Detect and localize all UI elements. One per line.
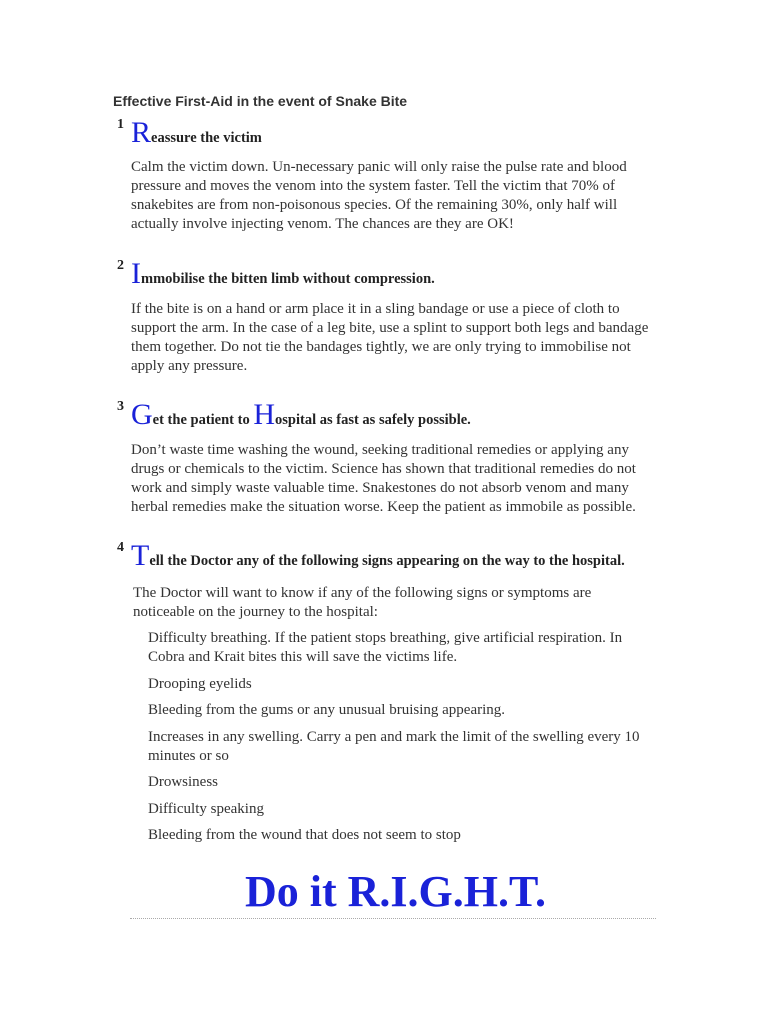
dotted-divider bbox=[130, 918, 656, 919]
step-3-body: Don’t waste time washing the wound, seeking traditional remedies or applying any drugs or chemicals to the victim. Science has shown that traditional remedies do not work and simply waste valuable time. Snakestones do not absorb venom and many herbal remedies make the situation worse. Keep the patient as immobile as possible. bbox=[131, 442, 636, 515]
step-3-heading-mid: et the patient to bbox=[152, 412, 254, 428]
sign-item: Difficulty breathing. If the patient stops breathing, give artificial respiration. In Cobra and Krait bites this will save the victims life. bbox=[148, 630, 623, 665]
slogan: Do it R.I.G.H.T. bbox=[244, 867, 547, 916]
step-2-heading-text: mmobilise the bitten limb without compression. bbox=[141, 271, 435, 287]
step-3-heading bbox=[131, 400, 471, 430]
step-1-heading bbox=[131, 118, 262, 148]
sign-item: Drooping eyelids bbox=[148, 675, 252, 692]
step-1-body: Calm the victim down. Un-necessary panic will only raise the pulse rate and blood pressure and moves the venom into the system faster. Tell the victim that 70% of snakebites are from non-poisonous species. Of the remaining 30%, only half will actually involve injecting venom. The chances are they are OK! bbox=[131, 159, 627, 232]
step-4-body: The Doctor will want to know if any of the following signs or symptoms are noticeable on the journey to the hospital: bbox=[133, 585, 592, 620]
step-4-heading bbox=[131, 541, 625, 571]
step-1-heading-text: eassure the victim bbox=[151, 130, 262, 146]
step-1-initial: R bbox=[131, 116, 152, 149]
step-3-heading-text: ospital as fast as safely possible. bbox=[275, 412, 471, 428]
signs-list bbox=[148, 629, 658, 853]
step-3-initial: G bbox=[131, 398, 153, 431]
sign-item: Bleeding from the gums or any unusual bruising appearing. bbox=[148, 702, 506, 718]
step-2-initial: I bbox=[131, 257, 141, 290]
step-3-number: 3 bbox=[117, 399, 124, 414]
sign-item: Drowsiness bbox=[148, 774, 218, 790]
sign-item: Difficulty speaking bbox=[148, 800, 264, 817]
step-4-heading-text: ell the Doctor any of the following signs appearing on the way to the hospital. bbox=[149, 553, 625, 569]
step-3-initial-2: H bbox=[253, 398, 276, 431]
step-4-number: 4 bbox=[117, 540, 124, 555]
step-1-number: 1 bbox=[117, 117, 124, 132]
step-2-body: If the bite is on a hand or arm place it in a sling bandage or use a piece of cloth to support the arm. In the case of a leg bite, use a splint to support both legs and bandage them together. Do not tie the bandages tightly, we are only trying to immobilise not apply any pressure. bbox=[131, 301, 649, 374]
step-2-number: 2 bbox=[117, 258, 124, 273]
sign-item: Bleeding from the wound that does not seem to stop bbox=[148, 827, 461, 843]
step-4-initial: T bbox=[131, 539, 150, 572]
sign-item: Increases in any swelling. Carry a pen and mark the limit of the swelling every 10 minutes or so bbox=[148, 728, 640, 764]
step-2-heading bbox=[131, 259, 435, 289]
document-title: Effective First-Aid in the event of Snake Bite bbox=[113, 93, 408, 109]
